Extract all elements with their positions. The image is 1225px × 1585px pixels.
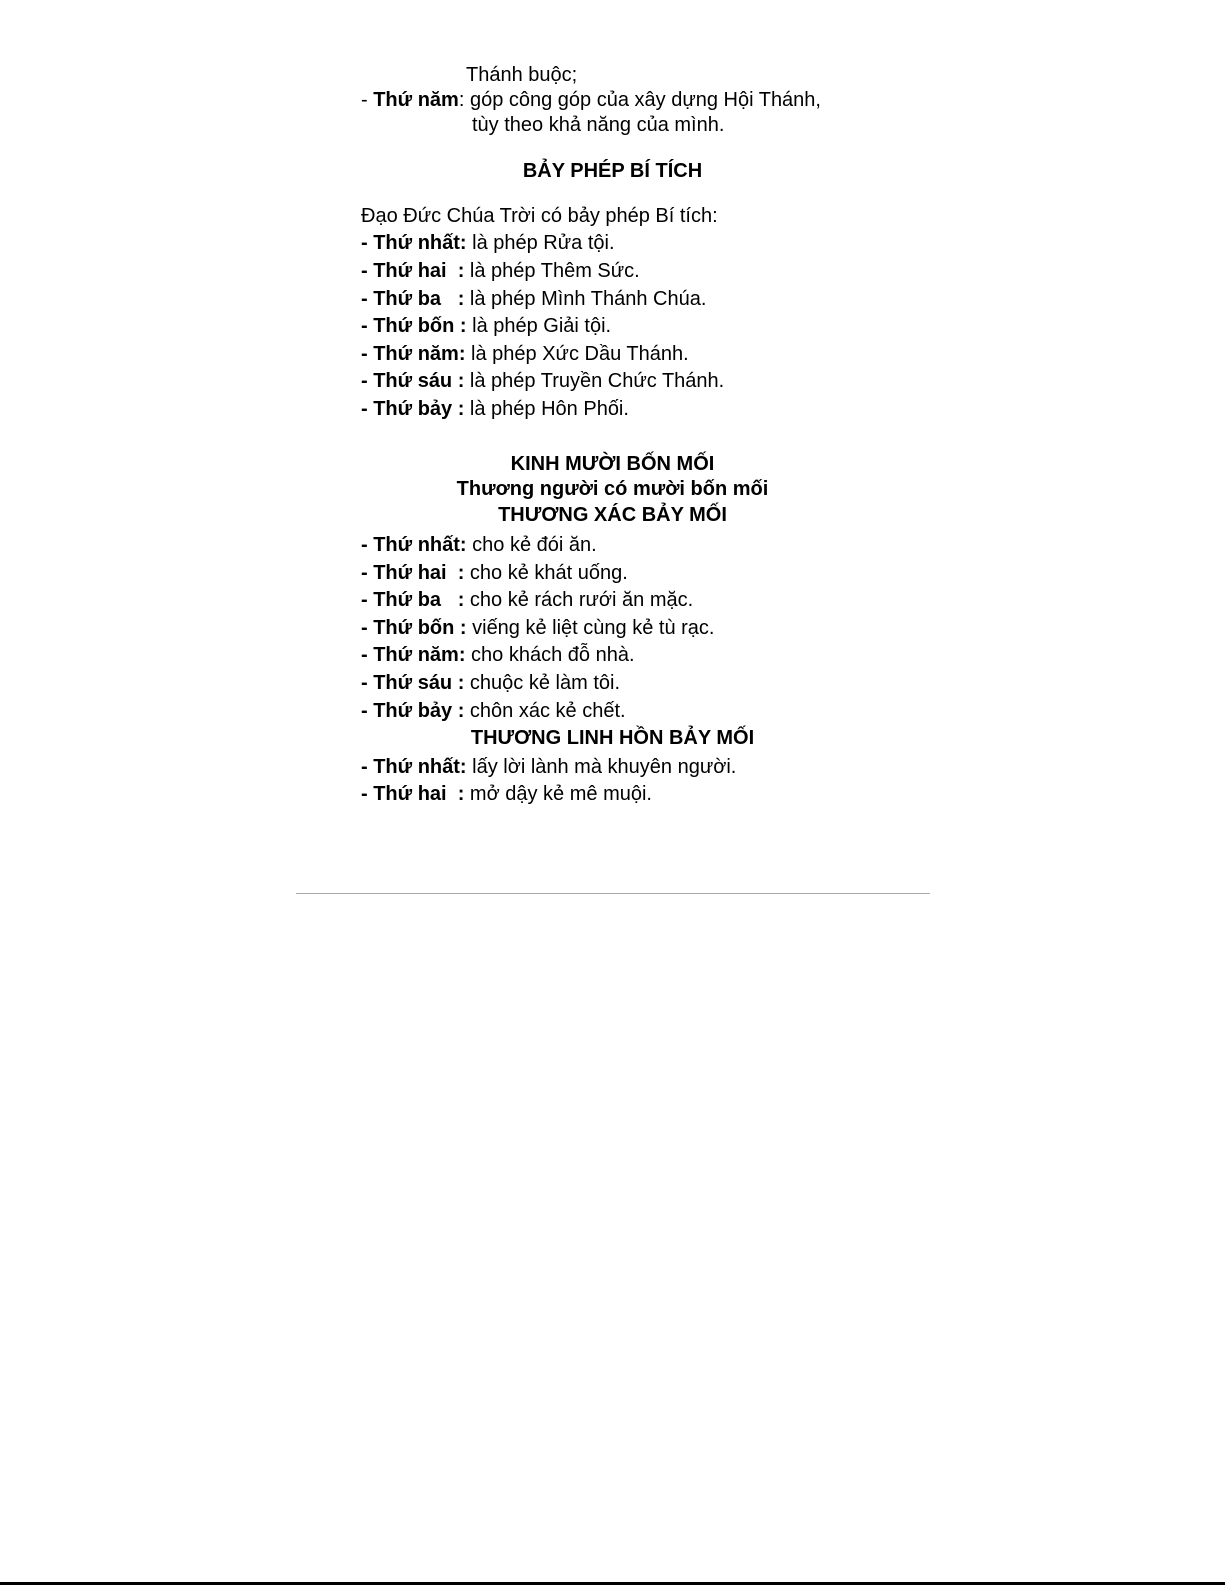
item-text: cho khách đỗ nhà. — [465, 644, 635, 666]
item-label: - Thứ sáu : — [361, 672, 465, 694]
item-text: là phép Mình Thánh Chúa. — [464, 288, 707, 310]
item-label: - Thứ ba : — [361, 288, 465, 310]
item-label: - Thứ nhất: — [361, 534, 467, 556]
item-text: mở dậy kẻ mê muội. — [464, 783, 652, 805]
list-item — [361, 259, 640, 283]
item-text: là phép Giải tội. — [466, 315, 612, 337]
item-text: cho kẻ đói ăn. — [466, 534, 597, 556]
item-label: - Thứ bốn : — [361, 617, 467, 639]
commandment-fifth-text: : góp công góp của xây dựng Hội Thánh, — [458, 89, 821, 111]
commandment-fifth-label: Thứ năm — [373, 89, 459, 111]
list-item — [361, 699, 626, 723]
item-text: lấy lời lành mà khuyên người. — [466, 756, 737, 778]
mercy-subheading: Thương người có mười bốn mối — [456, 478, 769, 500]
item-text: viếng kẻ liệt cùng kẻ tù rạc. — [466, 617, 715, 639]
item-text: là phép Truyền Chức Thánh. — [464, 370, 725, 392]
item-label: - Thứ nhất: — [361, 756, 467, 778]
item-text: chuộc kẻ làm tôi. — [464, 672, 620, 694]
list-item — [361, 671, 620, 695]
list-item — [361, 533, 597, 557]
sacraments-heading: BẢY PHÉP BÍ TÍCH — [522, 160, 703, 182]
item-text: là phép Rửa tội. — [466, 232, 615, 254]
list-item — [361, 231, 615, 255]
commandment-continuation: Thánh buộc; — [466, 64, 578, 86]
list-item — [361, 588, 693, 612]
item-text: là phép Xức Dầu Thánh. — [465, 343, 689, 365]
list-item — [361, 342, 689, 366]
list-item — [361, 561, 628, 585]
item-label: - Thứ ba : — [361, 589, 465, 611]
list-item — [361, 643, 635, 667]
list-item — [361, 616, 714, 640]
item-text: là phép Thêm Sức. — [464, 260, 640, 282]
list-item — [361, 287, 706, 311]
commandment-fifth-dash: - — [361, 89, 374, 111]
item-label: - Thứ năm: — [361, 644, 466, 666]
item-label: - Thứ hai : — [361, 260, 465, 282]
list-item — [361, 369, 724, 393]
list-item — [361, 314, 611, 338]
commandment-fifth-continuation: tùy theo khả năng của mình. — [472, 114, 725, 136]
mercy-heading: KINH MƯỜI BỐN MỐI — [510, 453, 715, 475]
item-label: - Thứ nhất: — [361, 232, 467, 254]
spiritual-heading: THƯƠNG LINH HỒN BẢY MỐI — [470, 727, 755, 749]
page-divider — [296, 893, 930, 894]
sacraments-intro: Đạo Đức Chúa Trời có bảy phép Bí tích: — [361, 205, 718, 227]
item-label: - Thứ bảy : — [361, 398, 465, 420]
corporal-heading: THƯƠNG XÁC BẢY MỐI — [498, 504, 727, 526]
item-label: - Thứ sáu : — [361, 370, 465, 392]
item-text: là phép Hôn Phối. — [464, 398, 629, 420]
list-item — [361, 755, 736, 779]
list-item — [361, 397, 629, 421]
item-label: - Thứ hai : — [361, 562, 465, 584]
item-text: cho kẻ rách rưới ăn mặc. — [464, 589, 694, 611]
item-label: - Thứ hai : — [361, 783, 465, 805]
item-text: chôn xác kẻ chết. — [464, 700, 626, 722]
item-label: - Thứ bốn : — [361, 315, 467, 337]
list-item — [361, 782, 652, 806]
item-label: - Thứ bảy : — [361, 700, 465, 722]
item-text: cho kẻ khát uống. — [464, 562, 628, 584]
commandment-fifth — [361, 88, 821, 112]
item-label: - Thứ năm: — [361, 343, 466, 365]
